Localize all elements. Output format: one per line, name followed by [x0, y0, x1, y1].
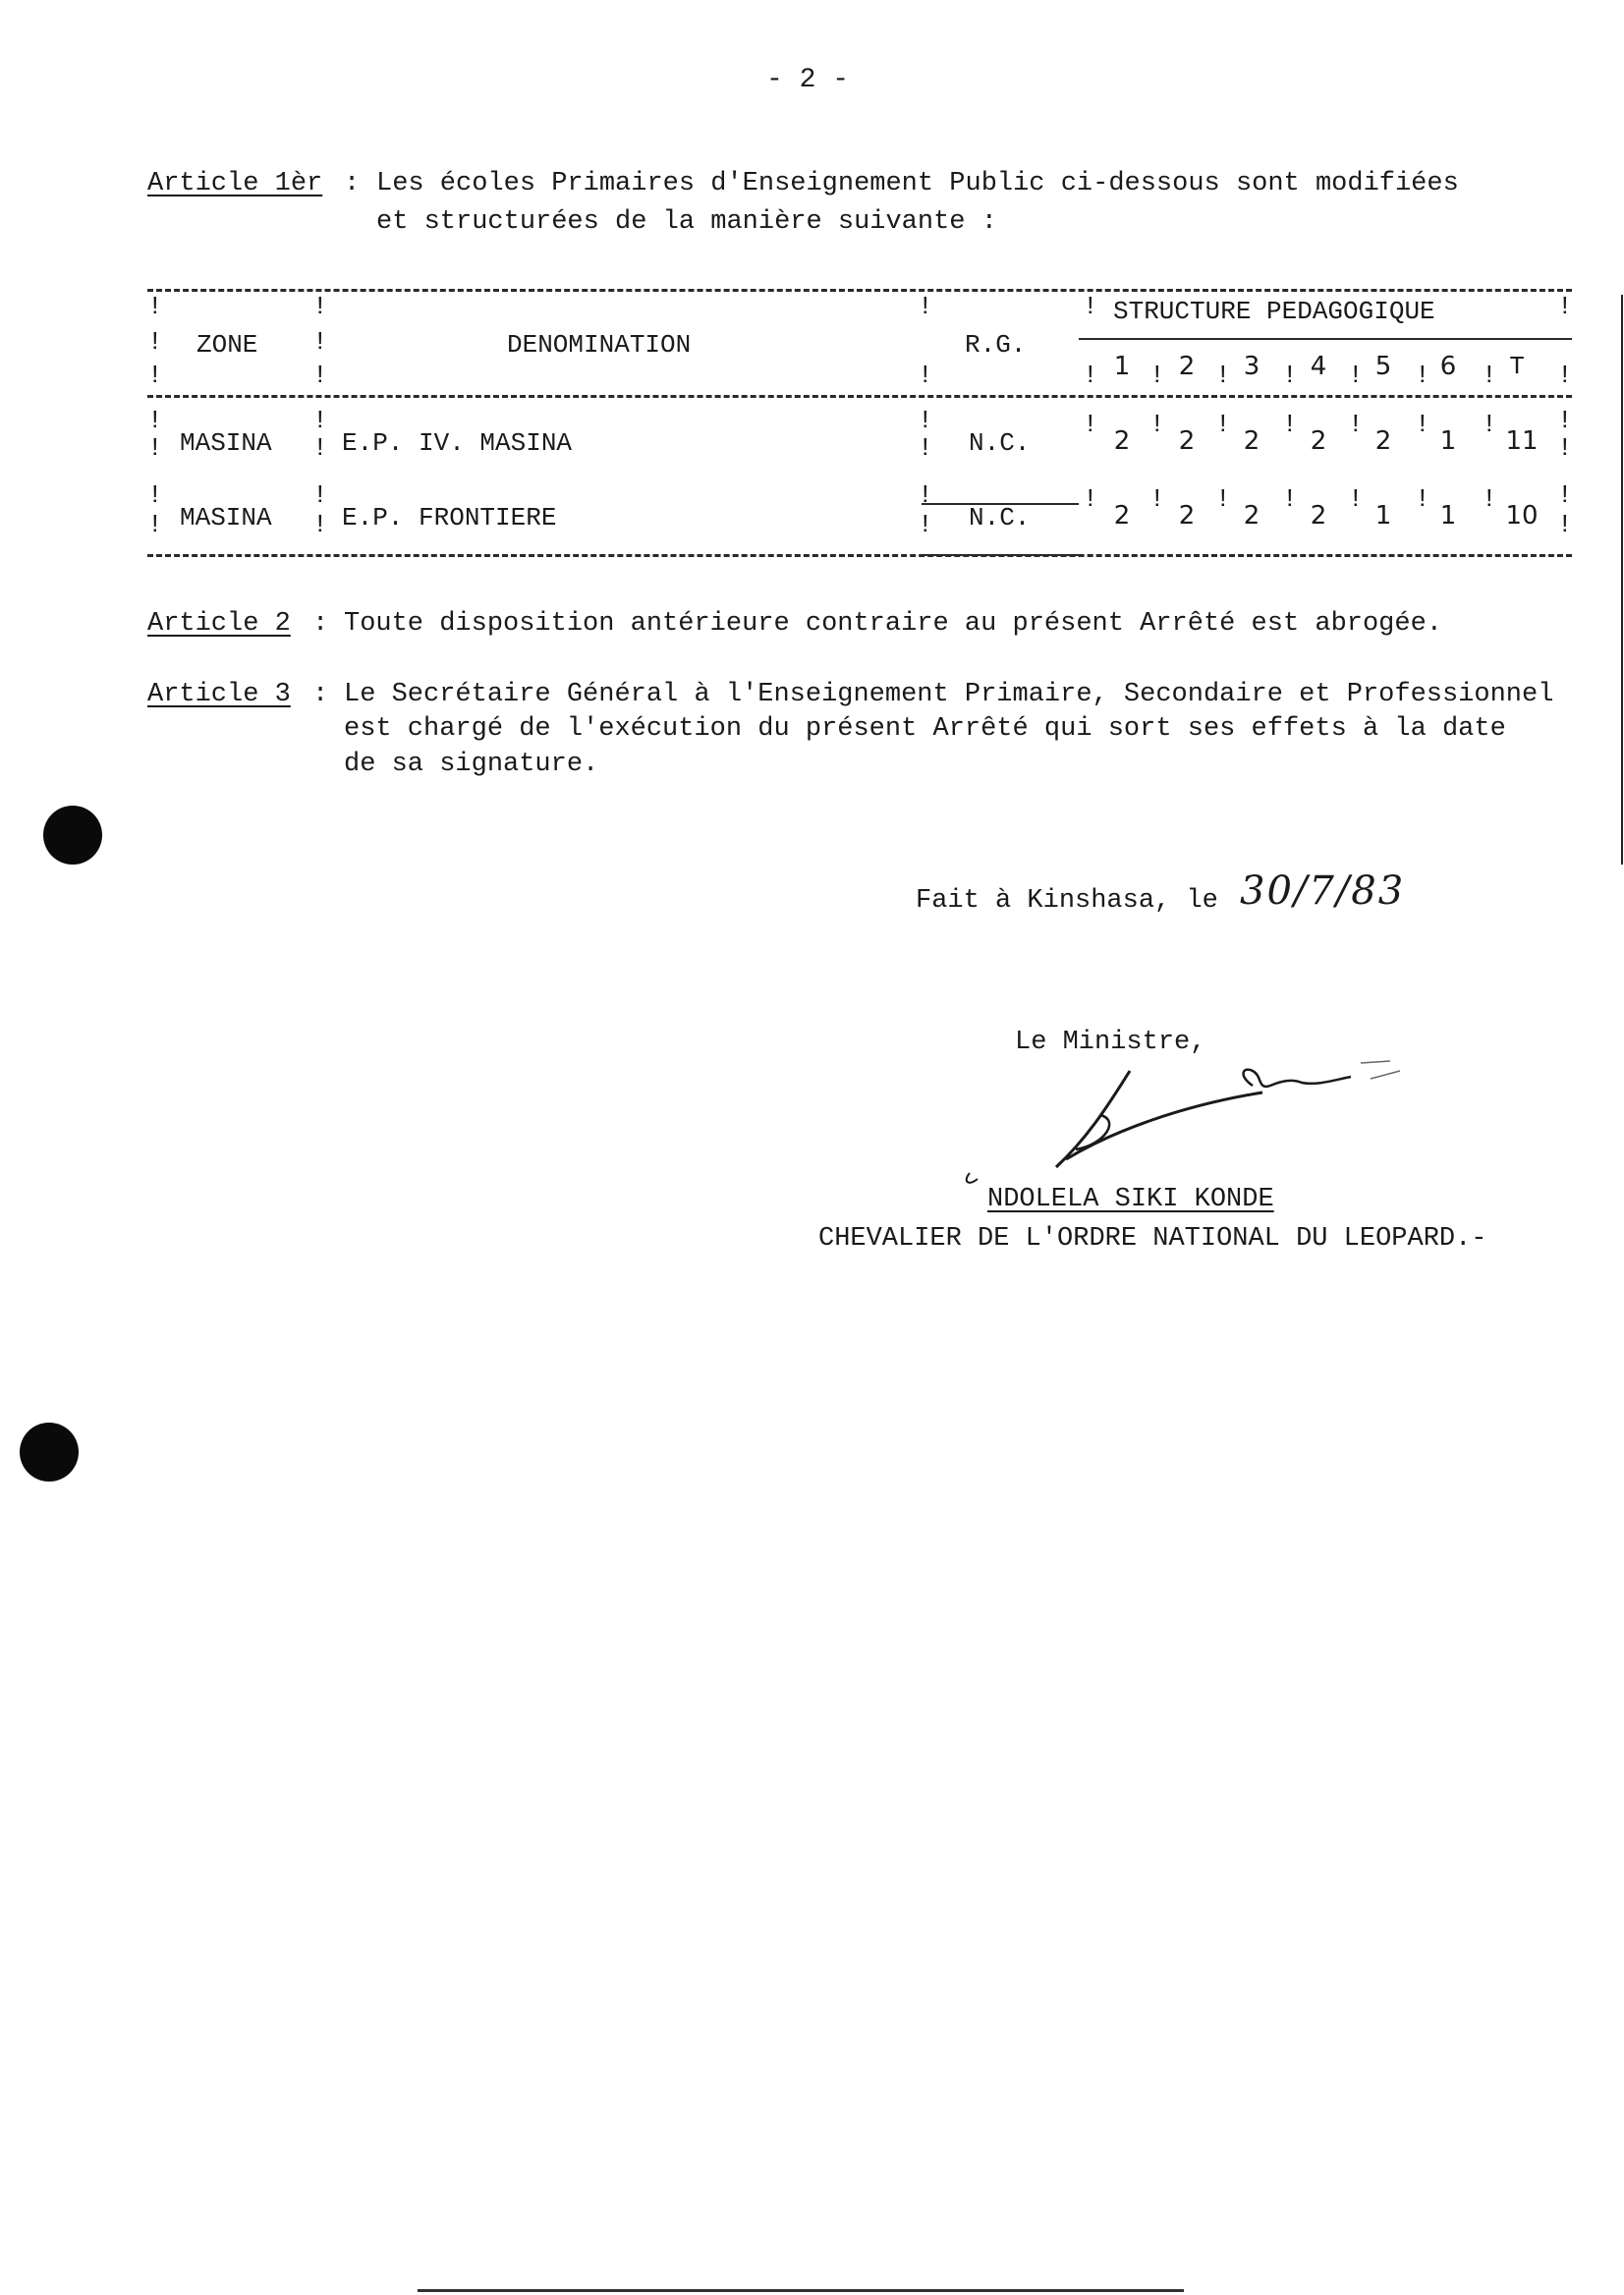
- header-structure-pedagogique: STRUCTURE PEDAGOGIQUE: [1113, 297, 1435, 326]
- column-separator: !: [312, 480, 328, 510]
- column-separator: !: [312, 433, 328, 463]
- column-separator: !: [147, 327, 163, 357]
- row-denomination: E.P. FRONTIERE: [342, 503, 557, 532]
- header-rg: R.G.: [965, 330, 1027, 360]
- row-value-2: 2: [1178, 426, 1196, 456]
- column-separator: !: [1083, 361, 1098, 390]
- column-separator: !: [1348, 361, 1364, 390]
- row-value-4: 2: [1310, 501, 1327, 531]
- row-value-5: 2: [1374, 426, 1392, 456]
- row-value-2: 2: [1178, 501, 1196, 531]
- row-value-total: 11: [1505, 426, 1539, 456]
- column-separator: !: [147, 361, 163, 390]
- column-separator: !: [1557, 361, 1573, 390]
- column-separator: !: [147, 292, 163, 321]
- page-number: - 2 -: [766, 65, 850, 95]
- punch-hole-top: [43, 806, 102, 865]
- header-column-5: 5: [1374, 352, 1392, 381]
- article-1-line-2: et structurées de la manière suivante :: [376, 207, 997, 237]
- article-3-line-2: est chargé de l'exécution du présent Arrêté qui sort ses effets à la date: [344, 714, 1506, 744]
- article-2-label: Article 2: [147, 609, 291, 639]
- column-separator: !: [918, 480, 933, 510]
- row-denomination: E.P. IV. MASINA: [342, 428, 573, 458]
- table-top-border: [147, 289, 1572, 292]
- column-separator: !: [1482, 410, 1497, 439]
- column-separator: !: [1149, 361, 1165, 390]
- article-1-line-1: Les écoles Primaires d'Enseignement Public ci-dessous sont modifiées: [376, 169, 1459, 198]
- column-separator: !: [1215, 361, 1231, 390]
- column-separator: !: [147, 433, 163, 463]
- article-1-label: Article 1èr: [147, 169, 323, 198]
- structure-header-underline: [1079, 338, 1572, 340]
- handwritten-date: 30/7/83: [1240, 868, 1406, 914]
- minister-title: Le Ministre,: [1015, 1028, 1206, 1057]
- column-separator: !: [1557, 292, 1573, 321]
- column-separator: !: [1482, 484, 1497, 514]
- header-zone: ZONE: [196, 330, 258, 360]
- column-separator: !: [1083, 484, 1098, 514]
- row-value-3: 2: [1243, 501, 1260, 531]
- column-separator: !: [1215, 410, 1231, 439]
- row-zone: MASINA: [180, 428, 272, 458]
- rg-row-underline-2: [922, 554, 1079, 556]
- signatory-distinction: CHEVALIER DE L'ORDRE NATIONAL DU LEOPARD.-: [818, 1224, 1487, 1254]
- punch-hole-bottom: [20, 1423, 79, 1482]
- column-separator: !: [918, 510, 933, 539]
- signatory-name: NDOLELA SIKI KONDE: [987, 1185, 1274, 1214]
- row-value-4: 2: [1310, 426, 1327, 456]
- article-1-separator: :: [344, 169, 361, 198]
- row-value-1: 2: [1113, 426, 1131, 456]
- place-of-signing: Fait à Kinshasa, le: [916, 886, 1218, 916]
- row-value-6: 1: [1439, 501, 1457, 531]
- header-column-2: 2: [1178, 352, 1196, 381]
- column-separator: !: [1282, 484, 1298, 514]
- column-separator: !: [1149, 484, 1165, 514]
- column-separator: !: [147, 406, 163, 435]
- row-value-1: 2: [1113, 501, 1131, 531]
- row-value-total: 10: [1505, 501, 1539, 531]
- column-separator: !: [1083, 410, 1098, 439]
- header-column-total: T: [1509, 352, 1525, 381]
- row-rg: N.C.: [969, 503, 1031, 532]
- column-separator: !: [1348, 410, 1364, 439]
- column-separator: !: [1557, 406, 1573, 435]
- table-header-border: [147, 395, 1572, 398]
- column-separator: !: [1083, 292, 1098, 321]
- article-3-separator: :: [312, 680, 329, 709]
- row-value-5: 1: [1374, 501, 1392, 531]
- table-bottom-border: [147, 554, 1572, 557]
- column-separator: !: [1557, 510, 1573, 539]
- scan-bottom-line: [418, 2289, 1184, 2292]
- column-separator: !: [1149, 410, 1165, 439]
- column-separator: !: [312, 361, 328, 390]
- column-separator: !: [1282, 361, 1298, 390]
- column-separator: !: [918, 406, 933, 435]
- row-zone: MASINA: [180, 503, 272, 532]
- column-separator: !: [312, 406, 328, 435]
- article-3-label: Article 3: [147, 680, 291, 709]
- column-separator: !: [1482, 361, 1497, 390]
- column-separator: !: [1282, 410, 1298, 439]
- scan-edge-line: [1621, 295, 1623, 865]
- column-separator: !: [918, 361, 933, 390]
- column-separator: !: [312, 292, 328, 321]
- column-separator: !: [1557, 480, 1573, 510]
- header-column-6: 6: [1439, 352, 1457, 381]
- row-value-3: 2: [1243, 426, 1260, 456]
- column-separator: !: [147, 510, 163, 539]
- column-separator: !: [312, 510, 328, 539]
- column-separator: !: [1215, 484, 1231, 514]
- header-column-4: 4: [1310, 352, 1327, 381]
- row-value-6: 1: [1439, 426, 1457, 456]
- signature: [958, 1041, 1449, 1189]
- column-separator: !: [1415, 361, 1430, 390]
- article-3-line-3: de sa signature.: [344, 750, 599, 779]
- column-separator: !: [1557, 433, 1573, 463]
- article-2-text: Toute disposition antérieure contraire au présent Arrêté est abrogée.: [344, 609, 1442, 639]
- column-separator: !: [1415, 484, 1430, 514]
- column-separator: !: [1415, 410, 1430, 439]
- header-denomination: DENOMINATION: [507, 330, 692, 360]
- column-separator: !: [147, 480, 163, 510]
- article-3-line-1: Le Secrétaire Général à l'Enseignement Primaire, Secondaire et Professionnel: [344, 680, 1554, 709]
- column-separator: !: [918, 433, 933, 463]
- column-separator: !: [312, 327, 328, 357]
- row-rg: N.C.: [969, 428, 1031, 458]
- header-column-3: 3: [1243, 352, 1260, 381]
- header-column-1: 1: [1113, 352, 1131, 381]
- column-separator: !: [1348, 484, 1364, 514]
- article-2-separator: :: [312, 609, 329, 639]
- column-separator: !: [918, 292, 933, 321]
